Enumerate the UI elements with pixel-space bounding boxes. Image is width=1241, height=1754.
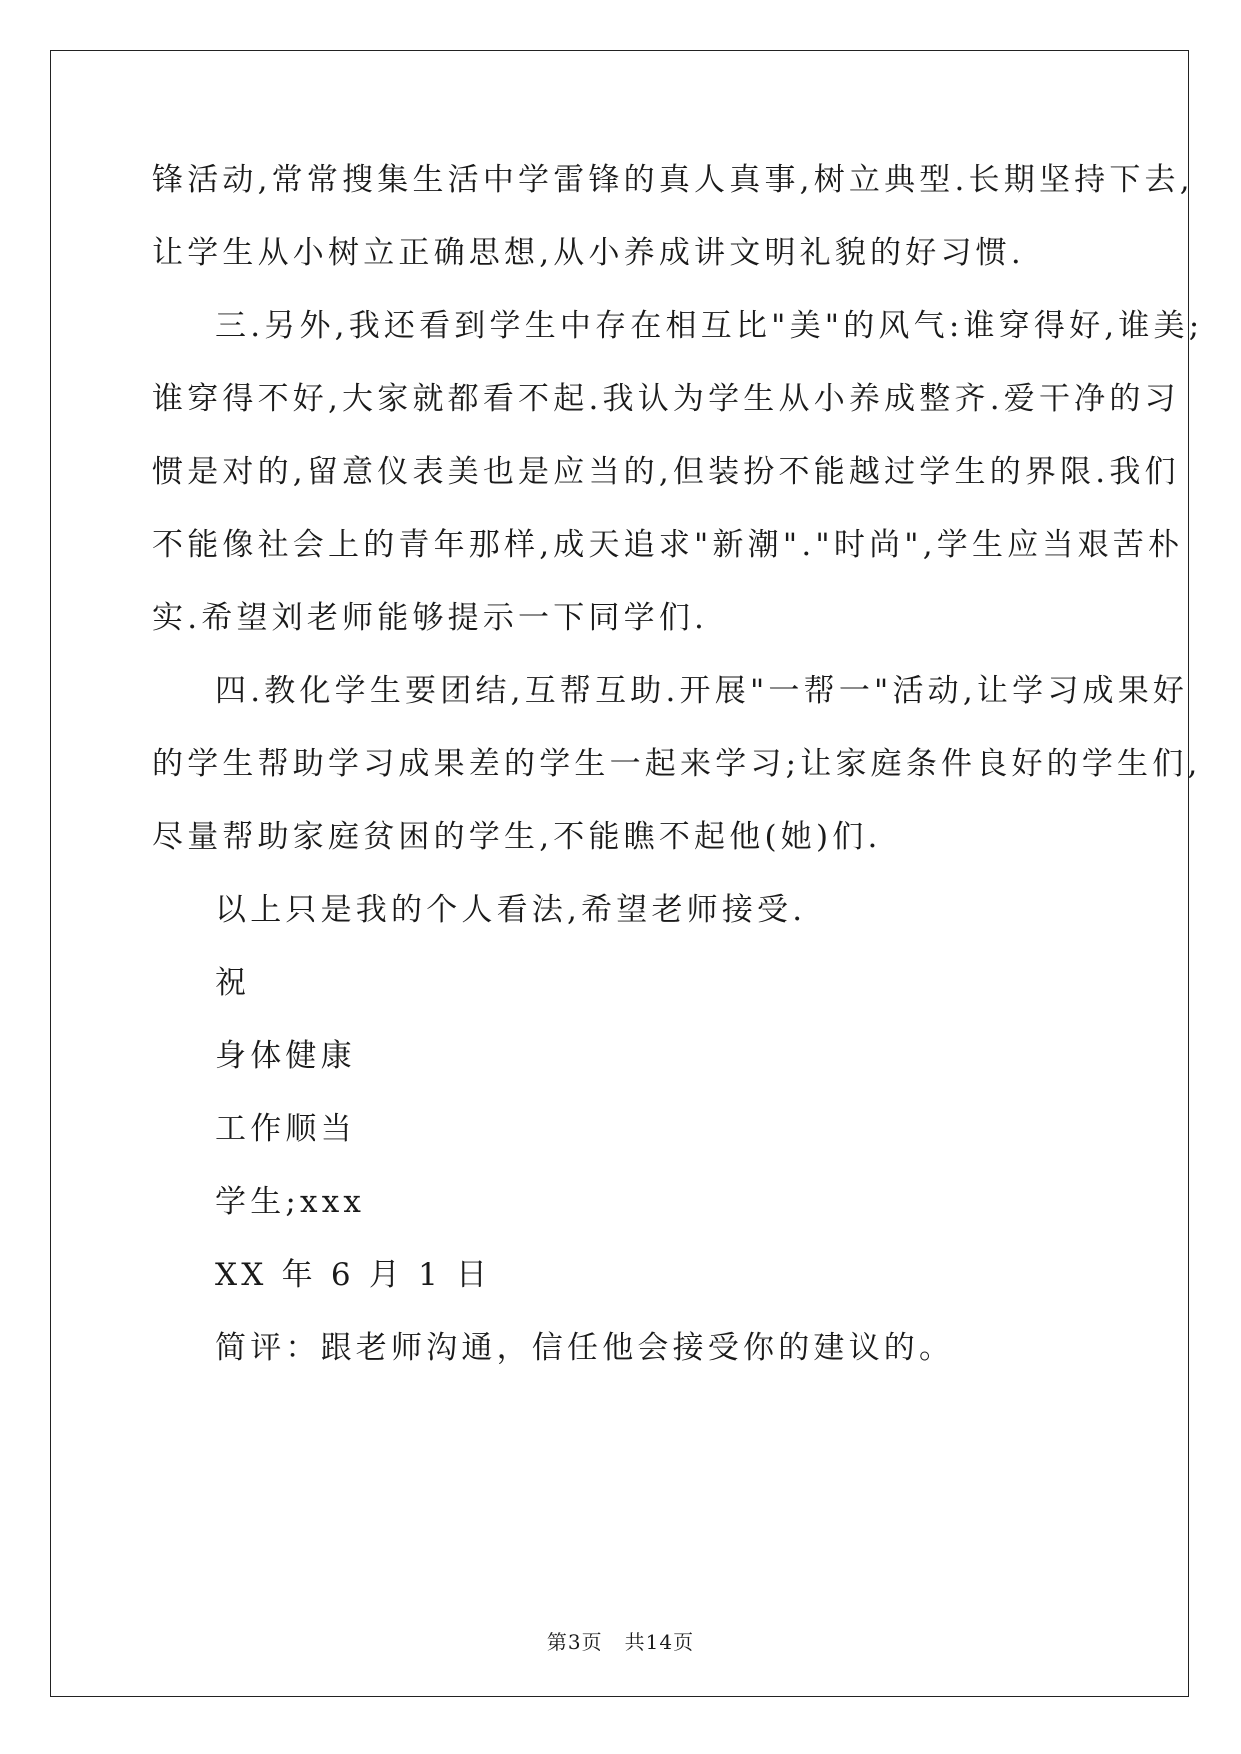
paragraph-line: 实.希望刘老师能够提示一下同学们. — [152, 600, 709, 636]
wish-line: 身体健康 — [215, 1038, 356, 1074]
page-footer — [0, 1630, 1241, 1654]
page-frame — [50, 50, 1189, 1697]
paragraph-line: 尽量帮助家庭贫困的学生,不能瞧不起他(她)们. — [152, 819, 882, 855]
wish-line: 工作顺当 — [215, 1111, 356, 1147]
paragraph-line: 锋活动,常常搜集生活中学雷锋的真人真事,树立典型.长期坚持下去, — [152, 162, 1194, 198]
paragraph-line: 的学生帮助学习成果差的学生一起来学习;让家庭条件良好的学生们, — [152, 746, 1202, 782]
commentary-line: 简评：跟老师沟通，信任他会接受你的建议的。 — [215, 1330, 955, 1366]
page-total: 共14页 — [624, 1630, 695, 1654]
greeting-line: 祝 — [215, 965, 251, 1001]
paragraph-line: 三.另外,我还看到学生中存在相互比"美"的风气:谁穿得好,谁美; — [215, 308, 1204, 344]
page-number: 第3页 — [546, 1630, 603, 1654]
closing-remark: 以上只是我的个人看法,希望老师接受. — [215, 892, 807, 928]
paragraph-line: 惯是对的,留意仪表美也是应当的,但装扮不能越过学生的界限.我们 — [152, 454, 1180, 490]
date-line: XX 年 6 月 1 日 — [215, 1257, 492, 1293]
paragraph-line: 谁穿得不好,大家就都看不起.我认为学生从小养成整齐.爱干净的习 — [152, 381, 1180, 417]
paragraph-line: 让学生从小树立正确思想,从小养成讲文明礼貌的好习惯. — [152, 235, 1025, 271]
paragraph-line: 四.教化学生要团结,互帮互助.开展"一帮一"活动,让学习成果好 — [215, 673, 1189, 709]
paragraph-line: 不能像社会上的青年那样,成天追求"新潮"."时尚",学生应当艰苦朴 — [152, 527, 1184, 563]
signature-line: 学生;xxx — [215, 1184, 366, 1220]
